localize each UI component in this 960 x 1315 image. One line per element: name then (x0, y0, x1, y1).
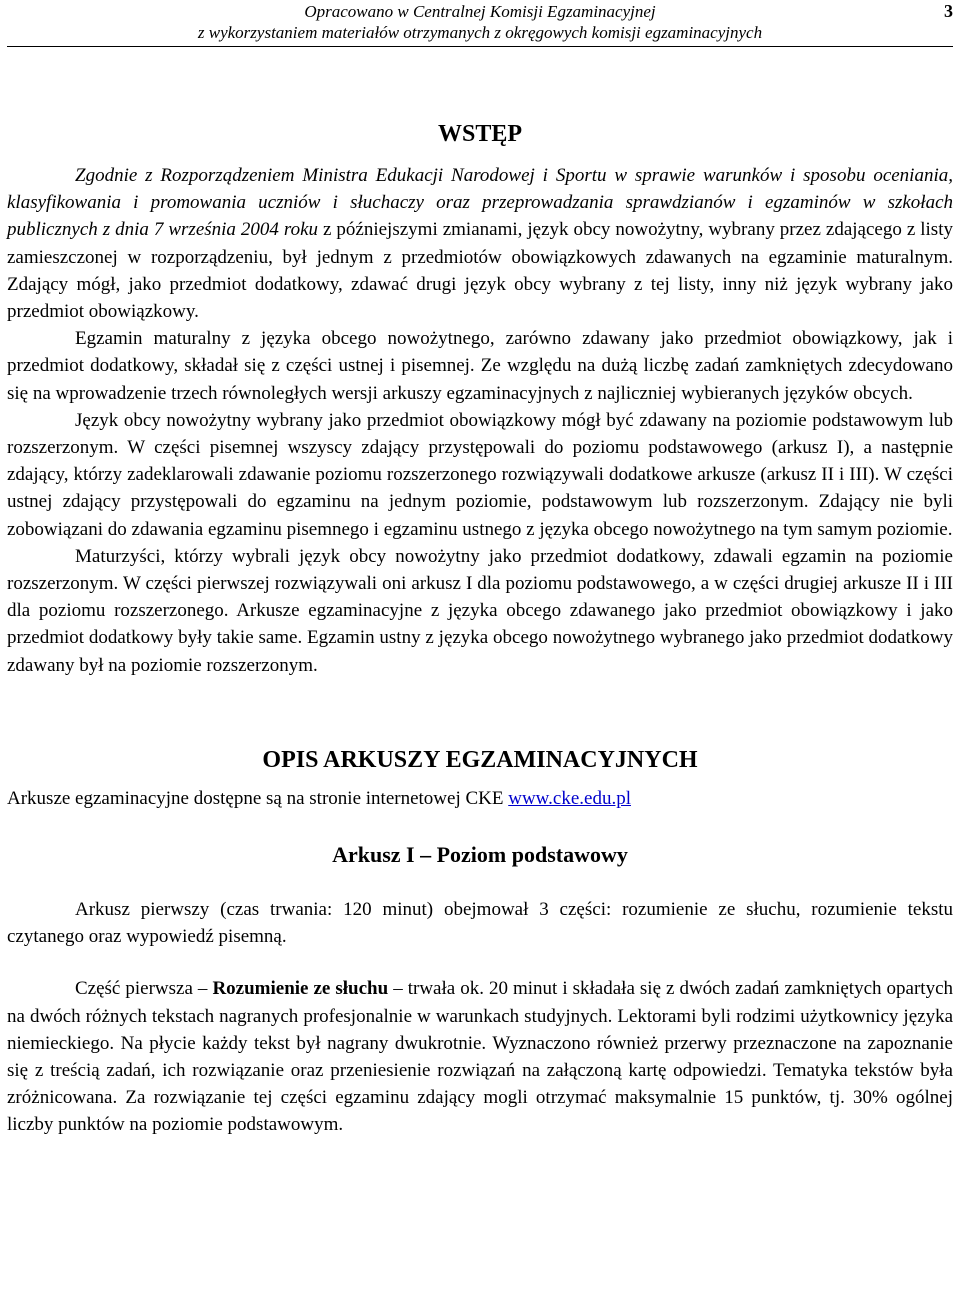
page-header (7, 0, 953, 47)
wstep-paragraph-4: Maturzyści, którzy wybrali język obcy nowożytny jako przedmiot dodatkowy, zdawali egzamin na poziomie rozszerzonym. W części pierwszej rozwiązywali oni arkusz I dla poziomu podstawowego, a w części drugiej arkusze II i III dla poziomu rozszerzonego. Arkusze egzaminacyjne z języka obcego zdawanego jako przedmiot obowiązkowy i jako przedmiot dodatkowy były takie same. Egzamin ustny z języka obcego nowożytnego wybranego jako przedmiot dodatkowy zdawany był na poziomie rozszerzonym. (7, 545, 953, 676)
opis-intro-text: Arkusze egzaminacyjne dostępne są na stronie internetowej CKE (7, 787, 509, 809)
regulation-reference: Zgodnie z Rozporządzeniem Ministra Edukacji Narodowej i Sportu w sprawie warunków i sposobu oceniania, klasyfikowania i promowania uczniów i słuchaczy oraz przeprowadzania sprawdzianów i egzaminów w szkołach publicznych z dnia 7 września 2004 roku (7, 165, 953, 241)
part-one-name: Rozumienie ze słuchu (212, 978, 389, 1000)
arkusz-1-paragraph-1: Arkusz pierwszy (czas trwania: 120 minut) obejmował 3 części: rozumienie ze słuchu, rozumienie tekstu czytanego oraz wypowiedź pisemną. (7, 899, 953, 948)
wstep-paragraph-3: Język obcy nowożytny wybrany jako przedmiot obowiązkowy mógł być zdawany na poziomie podstawowym lub rozszerzonym. W części pisemnej wszyscy zdający przystępowali do poziomu podstawowego (arkusz I), a następnie zdający, którzy zadeklarowali zdawanie poziomu rozszerzonego rozwiązywali dodatkowe arkusze (arkusz II i III). W części ustnej zdający przystępowali do egzaminu na jednym poziomie, podstawowym lub rozszerzonym. Zdający nie byli zobowiązani do zdawania egzaminu pisemnego i egzaminu ustnego z języka obcego nowożytnego na tym samym poziomie. (7, 409, 953, 540)
header-line-1: Opracowano w Centralnej Komisji Egzaminacyjnej (304, 2, 656, 21)
section-title-arkusz-1: Arkusz I – Poziom podstawowy (332, 842, 628, 868)
arkusz-1-paragraph-2 (7, 975, 953, 1138)
page-number: 3 (944, 1, 953, 21)
section-title-opis: OPIS ARKUSZY EGZAMINACYJNYCH (262, 746, 698, 773)
header-lines (7, 1, 953, 43)
header-line-2: z wykorzystaniem materiałów otrzymanych z okręgowych komisji egzaminacyjnych (197, 23, 763, 42)
wstep-paragraph-2: Egzamin maturalny z języka obcego nowożytnego, zarówno zdawany jako przedmiot obowiązkowy, jak i przedmiot dodatkowy, składał się z części ustnej i pisemnej. Ze względu na dużą liczbę zadań zamkniętych zdecydowano się na wprowadzenie trzech równoległych wersji arkuszy egzaminacyjnych z najliczniej wybieranych języków obcych. (7, 328, 953, 404)
cke-website-link[interactable]: www.cke.edu.pl (508, 787, 631, 809)
part-one-prefix: Część pierwsza – (75, 978, 213, 1000)
section-title-wstep: WSTĘP (437, 121, 523, 147)
opis-intro (7, 785, 953, 812)
wstep-paragraph-1-rest: z późniejszymi zmianami, język obcy nowożytny, wybrany przez zdającego z listy zamieszczonej w rozporządzeniu, był jednym z przedmiotów obowiązkowych zdawanych na egzaminie maturalnym. Zdający mógł, jako przedmiot dodatkowy, zdawać drugi język obcy wybrany z tej listy, inny niż język wybrany jako przedmiot obowiązkowy. (7, 219, 953, 323)
part-one-description: – trwała ok. 20 minut i składała się z dwóch zadań zamkniętych opartych na dwóch różnych tekstach nagranych profesjonalnie w warunkach studyjnych. Lektorami byli rodzimi użytkownicy języka niemieckiego. Na płycie każdy tekst był nagrany dwukrotnie. Wyznaczono również przerwy przeznaczone na zapoznanie się z treścią zadań, ich rozwiązanie oraz przeniesienie rozwiązań na załączoną kartę odpowiedzi. Tematyka tekstów była zróżnicowana. Za rozwiązanie tej części egzaminu zdający mogli otrzymać maksymalnie 15 punktów, tj. 30% ogólnej liczby punktów na poziomie podstawowym. (7, 978, 954, 1136)
document-page (7, 0, 953, 1139)
wstep-paragraph-1 (7, 162, 953, 325)
